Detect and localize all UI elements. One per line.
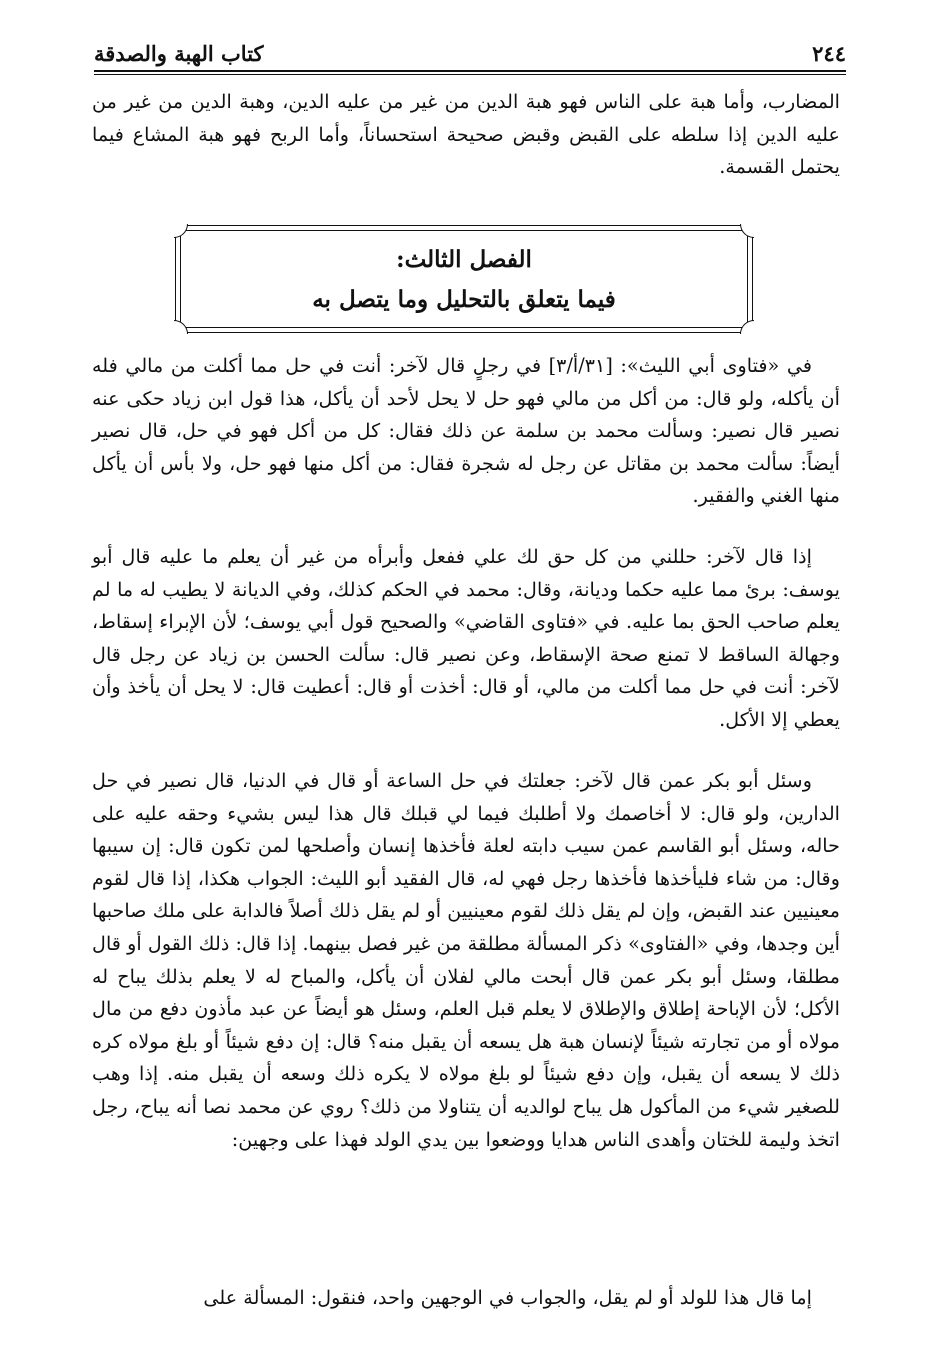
header-rule [94, 70, 846, 75]
body-paragraph [92, 1282, 840, 1315]
section-heading-box [175, 225, 753, 333]
paragraph-text: وسئل أبو بكر عمن قال لآخر: جعلتك في حل الساعة أو قال في الدنيا، قال نصير في حل الدارين، ولو قال: لا أخاصمك ولا أطلبك فيما لي قبلك قال هذا ليس بشيء وحقه عليه على حاله، وسئل أبو القاسم عمن سيب دابته لعلة فأخذها إنسان وأصلحها لمن تكون قال: إن سيبها وقال: من شاء فليأخذها فأخذها رجل فهي له، قال الفقيد أبو الليث: الجواب هكذا، إذا قال لقوم معينيين عند القبض، وإن لم يقل ذلك لقوم معينيين أو لم يقل ذلك أصلاً فالدابة على ملك صاحبها أين وجدها، وفي «الفتاوى» ذكر المسألة مطلقة من غير فصل بينهما. إذا قال: ذلك القول أو قال مطلقا، وسئل أبو بكر عمن قال أبحت مالي لفلان أن يأكل، والمباح له لا يعلم بذلك يباح له الأكل؛ لأن الإباحة إطلاق والإطلاق لا يعلم قبل العلم، وسئل هو أيضاً عن عبد مأذون دفع من مال مولاه أو من تجارته شيئاً لإنسان هبة هل يسعه أن يقبل منه؟ قال: إن دفع شيئاً أو بلغ مولاه كره ذلك لا يسعه أن يقبل، وإن دفع شيئاً لو بلغ مولاه لا يكره ذلك وسعه أن يقبل منه. إذا وهب للصغير شيء من المأكول هل يباح لوالديه أن يتناولا من ذلك؟ روي عن محمد نصا أنه يباح، رجل اتخذ وليمة للختان وأهدى الناس هدايا ووضعوا بين يدي الولد فهذا على وجهين: [92, 769, 840, 1151]
intro-paragraph [92, 86, 840, 184]
paragraph-text: في «فتاوى أبي الليث»: [٣١/أ/٣] في رجلٍ قال لآخر: أنت في حل مما أكلت من مالي فله أن يأكله، ولو قال: من أكل من مالي فهو حل لا يحل لأحد أن يأكل، هذا قول ابن زياد حكى عنه نصير قال نصير: وسألت محمد بن سلمة عن ذلك فقال: كل من أكل فهو في حل، قال نصير أيضاً: سألت محمد بن مقاتل عن رجل له شجرة فقال: من أكل منها فهو حل، ولا بأس أن يأكل منها الغني والفقير. [92, 354, 840, 508]
section-label: الفصل الثالث: [396, 246, 532, 273]
frame-corner [174, 320, 188, 334]
book-title: كتاب الهبة والصدقة [94, 41, 264, 66]
frame-corner [174, 224, 188, 238]
frame-corner [740, 320, 754, 334]
paragraph-text: إما قال هذا للولد أو لم يقل، والجواب في الوجهين واحد، فنقول: المسألة على [203, 1286, 812, 1309]
page-number: ٢٤٤ [812, 41, 846, 66]
section-subtitle: فيما يتعلق بالتحليل وما يتصل به [312, 286, 616, 313]
running-header [94, 30, 846, 66]
paragraph-text: المضارب، وأما هبة على الناس فهو هبة الدين من غير من عليه الدين، وهبة الدين من غير من عليه الدين إذا سلطه على القبض وقبض صحيحة استحساناً، وأما الربح فهو هبة المشاع فيما يحتمل القسمة. [92, 90, 840, 179]
body-paragraph [92, 765, 840, 1156]
body-paragraph [92, 350, 840, 513]
paragraph-text: إذا قال لآخر: حللني من كل حق لك علي ففعل وأبرأه من غير أن يعلم ما عليه قال أبو يوسف: برئ مما عليه حكما وديانة، وقال: محمد في الحكم كذلك، وفي الديانة لا يطيب له ما لم يعلم صاحب الحق بما عليه. في «فتاوى القاضي» والصحيح قول أبي يوسف؛ لأن الإبراء إسقاط، وجهالة الساقط لا تمنع صحة الإسقاط، وعن نصير قال: سألت الحسن بن زياد عن رجل قال لآخر: أنت في حل مما أكلت من مالي، أو قال: أخذت أو قال: أعطيت قال: لا يحل أن يأخذ وأن يعطي إلا الأكل. [92, 545, 840, 731]
frame-corner [740, 224, 754, 238]
section-title [176, 240, 752, 320]
body-paragraph [92, 541, 840, 737]
